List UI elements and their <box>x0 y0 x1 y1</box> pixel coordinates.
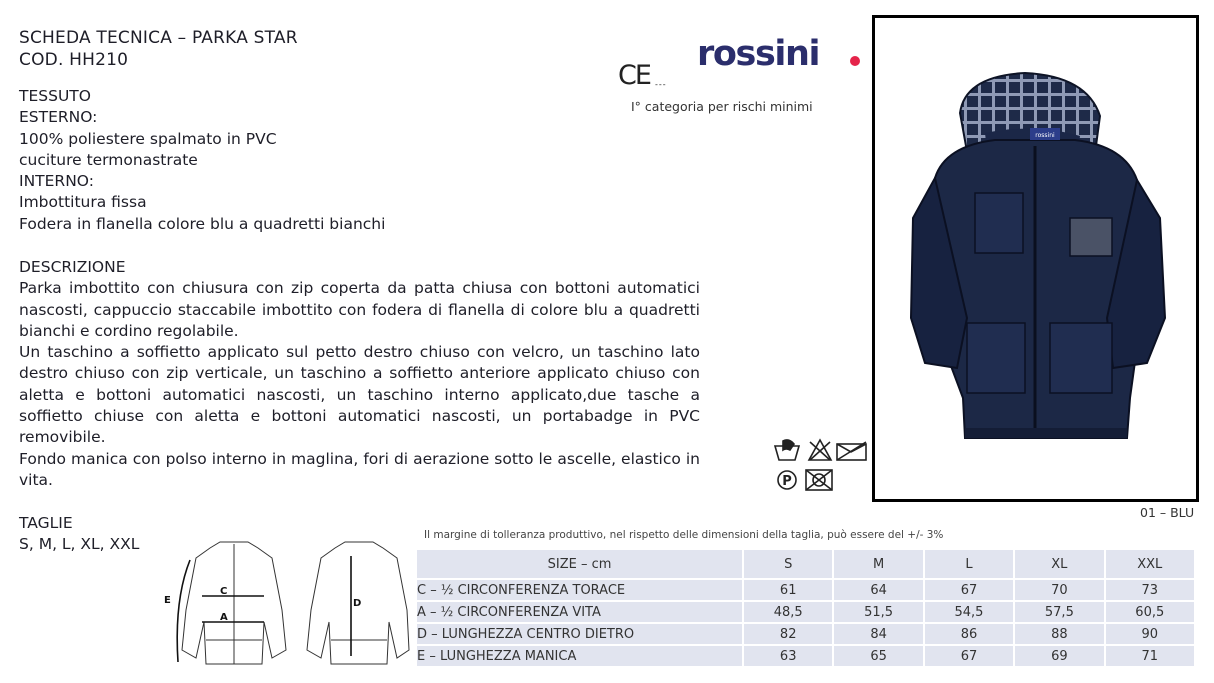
tessuto-section <box>19 86 385 235</box>
brand-logo: rossini <box>697 34 820 74</box>
measure-label-c: C <box>220 586 228 597</box>
table-cell: 63 <box>744 646 832 666</box>
tessuto-line: ESTERNO: <box>19 108 98 127</box>
size-table-header: M <box>834 550 922 578</box>
tessuto-heading: TESSUTO <box>19 87 91 105</box>
size-table-header: S <box>744 550 832 578</box>
taglie-heading: TAGLIE <box>19 514 73 532</box>
table-row <box>417 624 1194 644</box>
descrizione-paragraph: Fondo manica con polso interno in maglina, fori di aerazione sotto le ascelle, elastico in vita. <box>19 449 700 489</box>
table-cell: 73 <box>1106 580 1194 600</box>
parka-jacket-image <box>875 18 1196 499</box>
measure-arrows-front <box>177 560 264 662</box>
measure-label-a: A <box>220 612 228 623</box>
descrizione-section <box>19 257 700 491</box>
no-tumble-dry-icon <box>837 442 866 460</box>
table-cell: 67 <box>925 580 1013 600</box>
table-cell: 90 <box>1106 624 1194 644</box>
care-symbols <box>772 436 870 500</box>
table-cell: 51,5 <box>834 602 922 622</box>
taglie-values: S, M, L, XL, XXL <box>19 535 140 554</box>
table-cell: 71 <box>1106 646 1194 666</box>
table-cell: 84 <box>834 624 922 644</box>
table-cell: 82 <box>744 624 832 644</box>
product-code: COD. HH210 <box>19 50 129 70</box>
measure-name: A – ½ CIRCONFERENZA VITA <box>417 602 742 622</box>
descrizione-paragraph: Parka imbottito con chiusura con zip coperta da patta chiusa con bottoni automatici nascosti, cappuccio staccabile imbottito con fodera di flanella di colore blu a quadretti bianchi e cordino regolabile. <box>19 279 700 340</box>
table-cell: 67 <box>925 646 1013 666</box>
document-header <box>19 27 298 71</box>
ce-mark: CE <box>618 60 650 91</box>
table-cell: 61 <box>744 580 832 600</box>
descrizione-paragraph: Un taschino a soffietto applicato sul petto destro chiuso con velcro, un taschino lato destro chiuso con zip verticale, un taschino a soffietto anteriore applicato chiuso con aletta e bottoni automatici nascosti, un taschino interno applicato,due tasche a soffietto chiuse con aletta e bottoni automatici nascosti, un portabadge in PVC removibile. <box>19 343 700 447</box>
tessuto-line: 100% poliestere spalmato in PVC <box>19 129 277 148</box>
jacket-front-drawing <box>182 542 286 664</box>
table-cell: 70 <box>1015 580 1103 600</box>
size-table-header: XL <box>1015 550 1103 578</box>
size-table-header: L <box>925 550 1013 578</box>
taglie-section <box>19 513 139 556</box>
svg-text:P: P <box>782 474 792 489</box>
measure-label-d: D <box>353 598 362 609</box>
size-table <box>415 548 1196 668</box>
measure-name: E – LUNGHEZZA MANICA <box>417 646 742 666</box>
size-table-header-row <box>417 550 1194 578</box>
tessuto-line: Fodera in flanella colore blu a quadretti bianchi <box>19 214 386 233</box>
size-table-header: XXL <box>1106 550 1194 578</box>
brand-logo-dot <box>850 56 860 66</box>
table-cell: 86 <box>925 624 1013 644</box>
risk-category: I° categoria per rischi minimi <box>631 99 813 114</box>
table-cell: 69 <box>1015 646 1103 666</box>
table-cell: 54,5 <box>925 602 1013 622</box>
size-table-header: SIZE – cm <box>417 550 742 578</box>
dry-clean-p-icon <box>778 471 796 489</box>
document-title: SCHEDA TECNICA – PARKA STAR <box>19 28 298 48</box>
hand-wash-icon <box>775 440 799 460</box>
product-photo <box>872 15 1199 502</box>
measure-name: D – LUNGHEZZA CENTRO DIETRO <box>417 624 742 644</box>
table-row <box>417 580 1194 600</box>
tolerance-note: Il margine di tolleranza produttivo, nel rispetto delle dimensioni della taglia, può essere del +/- 3% <box>424 529 944 541</box>
table-cell: 65 <box>834 646 922 666</box>
tessuto-line: cuciture termonastrate <box>19 150 198 169</box>
table-cell: 57,5 <box>1015 602 1103 622</box>
table-cell: 64 <box>834 580 922 600</box>
descrizione-heading: DESCRIZIONE <box>19 258 126 276</box>
table-cell: 88 <box>1015 624 1103 644</box>
ce-mark-suffix: --- <box>655 80 667 89</box>
no-iron-icon <box>806 470 832 490</box>
jacket-badge-label: rossini <box>1035 132 1055 139</box>
table-row <box>417 646 1194 666</box>
table-cell: 60,5 <box>1106 602 1194 622</box>
tessuto-line: INTERNO: <box>19 172 94 191</box>
table-cell: 48,5 <box>744 602 832 622</box>
tessuto-line: Imbottitura fissa <box>19 193 147 212</box>
size-diagram <box>160 540 410 674</box>
table-row <box>417 602 1194 622</box>
measure-name: C – ½ CIRCONFERENZA TORACE <box>417 580 742 600</box>
no-bleach-icon <box>809 440 831 460</box>
color-code-label: 01 – BLU <box>1140 505 1195 520</box>
measure-label-e: E <box>164 595 171 606</box>
